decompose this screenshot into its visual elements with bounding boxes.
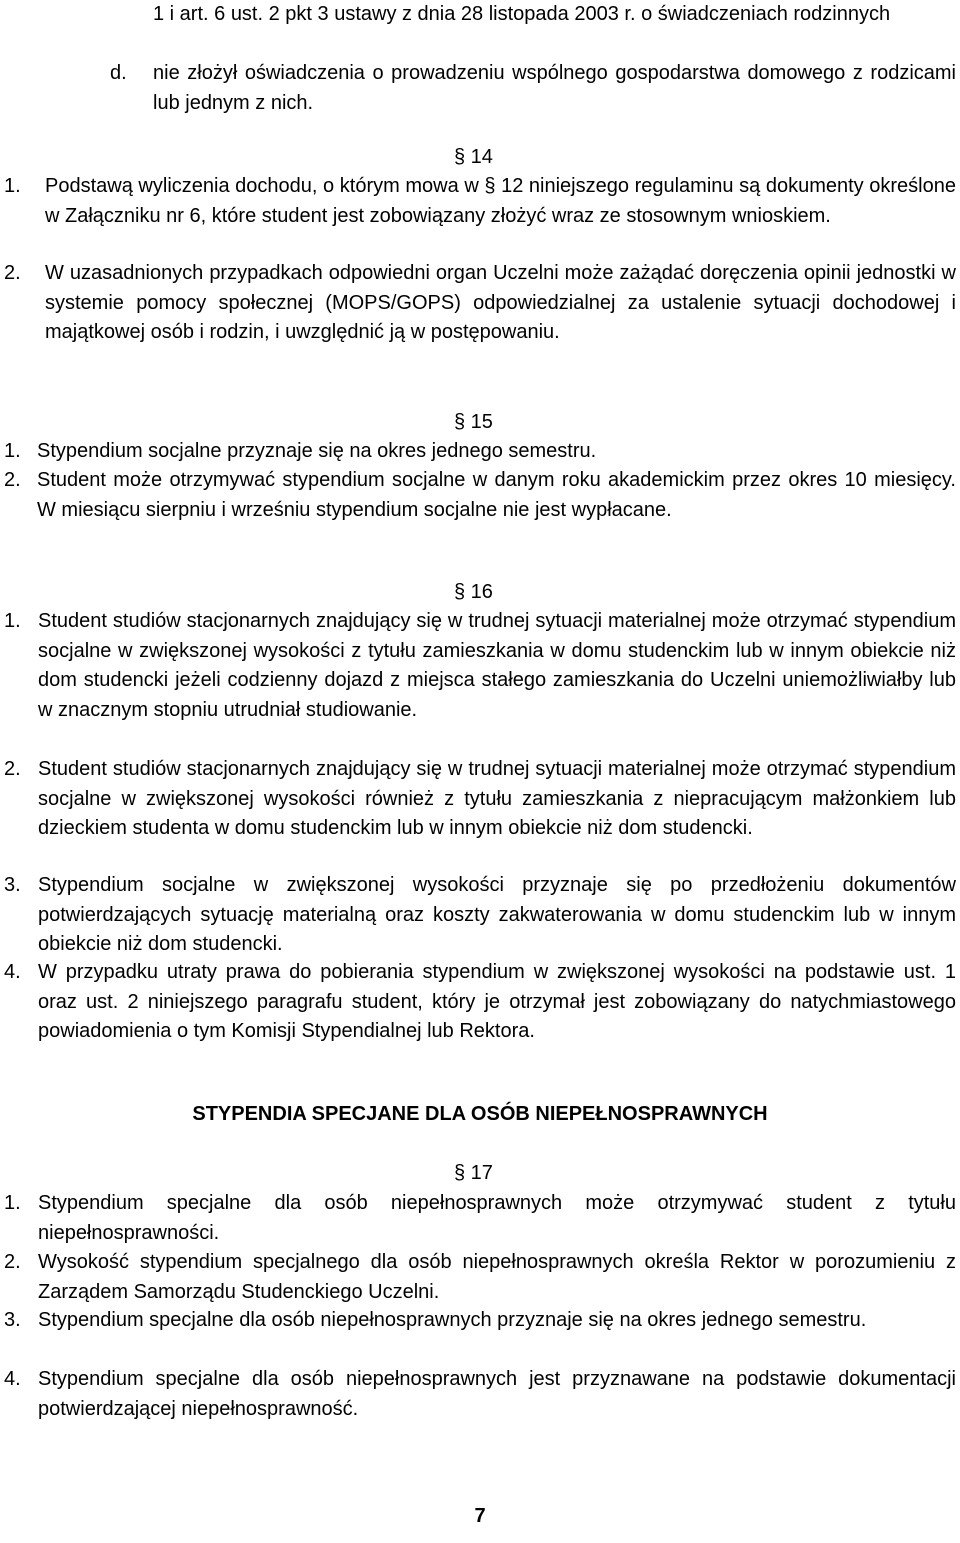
list-item-number: 3. bbox=[4, 1309, 21, 1331]
list-item bbox=[4, 437, 956, 467]
paragraph-heading-17: § 17 bbox=[454, 1162, 493, 1184]
list-item-c-continuation bbox=[153, 0, 956, 30]
list-item bbox=[4, 1365, 956, 1424]
list-item bbox=[4, 1248, 956, 1307]
list-item-number: 2. bbox=[4, 262, 21, 284]
list-item-text: Stypendium socjalne przyznaje się na okres jednego semestru. bbox=[37, 440, 597, 462]
list-item-number: 4. bbox=[4, 1368, 21, 1390]
list-item-number: 1. bbox=[4, 175, 21, 197]
list-item bbox=[4, 1306, 956, 1336]
list-item-number: 1. bbox=[4, 1192, 21, 1214]
list-item-text: Student może otrzymywać stypendium socjalne w danym roku akademickim przez okres 10 miesięcy. W miesiącu sierpniu i wrześniu stypendium socjalne nie jest wypłacane. bbox=[37, 469, 956, 521]
paragraph-heading-16: § 16 bbox=[454, 581, 493, 603]
list-item-text: W uzasadnionych przypadkach odpowiedni organ Uczelni może zażądać doręczenia opinii jednostki w systemie pomocy społecznej (MOPS/GOPS) odpowiedzialnej za ustalenie sytuacji dochodowej i majątkowej osób i rodzin, i uwzględnić ją w postępowaniu. bbox=[45, 262, 956, 343]
paragraph-heading-14: § 14 bbox=[454, 146, 493, 168]
list-item-text: Stypendium specjalne dla osób niepełnosprawnych jest przyznawane na podstawie dokumentacji potwierdzającej niepełnosprawność. bbox=[38, 1368, 956, 1420]
list-item-text: nie złożył oświadczenia o prowadzeniu wspólnego gospodarstwa domowego z rodzicami lub jednym z nich. bbox=[153, 62, 956, 114]
list-item-text: Stypendium specjalne dla osób niepełnosprawnych przyznaje się na okres jednego semestru. bbox=[38, 1309, 867, 1331]
list-item bbox=[4, 755, 956, 844]
section-title bbox=[0, 1100, 960, 1130]
list-item-text: 1 i art. 6 ust. 2 pkt 3 ustawy z dnia 28 listopada 2003 r. o świadczeniach rodzinnych bbox=[153, 3, 891, 25]
list-item bbox=[4, 466, 956, 525]
list-item-text: W przypadku utraty prawa do pobierania stypendium w zwiększonej wysokości na podstawie ust. 1 oraz ust. 2 niniejszego paragrafu student, który je otrzymał jest zobowiązany do natychmiastowego powiadomienia o tym Komisji Stypendialnej lub Rektora. bbox=[38, 961, 956, 1042]
list-item-text: Stypendium specjalne dla osób niepełnosprawnych może otrzymywać student z tytułu niepełnosprawności. bbox=[38, 1192, 956, 1244]
list-item-text: Wysokość stypendium specjalnego dla osób niepełnosprawnych określa Rektor w porozumieniu z Zarządem Samorządu Studenckiego Uczelni. bbox=[38, 1251, 956, 1303]
list-item-number: 2. bbox=[4, 758, 21, 780]
list-item bbox=[4, 172, 956, 231]
list-item bbox=[4, 958, 956, 1047]
list-item bbox=[4, 259, 956, 348]
list-item-d bbox=[110, 59, 956, 118]
list-item bbox=[4, 1189, 956, 1248]
list-item-number: 2. bbox=[4, 469, 21, 491]
list-item-number: 4. bbox=[4, 961, 21, 983]
list-item-number: 1. bbox=[4, 440, 21, 462]
section-title-text: STYPENDIA SPECJANE DLA OSÓB NIEPEŁNOSPRAWNYCH bbox=[192, 1103, 768, 1125]
list-item-number: 1. bbox=[4, 610, 21, 632]
list-item-marker: d. bbox=[110, 62, 127, 84]
list-item-text: Podstawą wyliczenia dochodu, o którym mowa w § 12 niniejszego regulaminu są dokumenty określone w Załączniku nr 6, które student jest zobowiązany złożyć wraz ze stosownym wnioskiem. bbox=[45, 175, 956, 227]
list-item-text: Stypendium socjalne w zwiększonej wysokości przyznaje się po przedłożeniu dokumentów potwierdzających sytuację materialną oraz koszty zakwaterowania w domu studenckim lub w innym obiekcie niż dom studencki. bbox=[38, 874, 956, 955]
list-item-text: Student studiów stacjonarnych znajdujący się w trudnej sytuacji materialnej może otrzymać stypendium socjalne w zwiększonej wysokości z tytułu zamieszkania w domu studenckim lub w innym obiekcie niż dom studencki jeżeli codzienny dojazd z miejsca stałego zamieszkania do Uczelni uniemożliwiałby lub w znacznym stopniu utrudniał studiowanie. bbox=[38, 610, 956, 721]
list-item-number: 3. bbox=[4, 874, 21, 896]
paragraph-heading-15: § 15 bbox=[454, 411, 493, 433]
page-number: 7 bbox=[474, 1505, 486, 1527]
list-item bbox=[4, 871, 956, 960]
list-item-number: 2. bbox=[4, 1251, 21, 1273]
list-item bbox=[4, 607, 956, 725]
list-item-text: Student studiów stacjonarnych znajdujący się w trudnej sytuacji materialnej może otrzymać stypendium socjalne w zwiększonej wysokości również z tytułu zamieszkania z niepracującym małżonkiem lub dzieckiem studenta w domu studenckim lub w innym obiekcie niż dom studencki. bbox=[38, 758, 956, 839]
